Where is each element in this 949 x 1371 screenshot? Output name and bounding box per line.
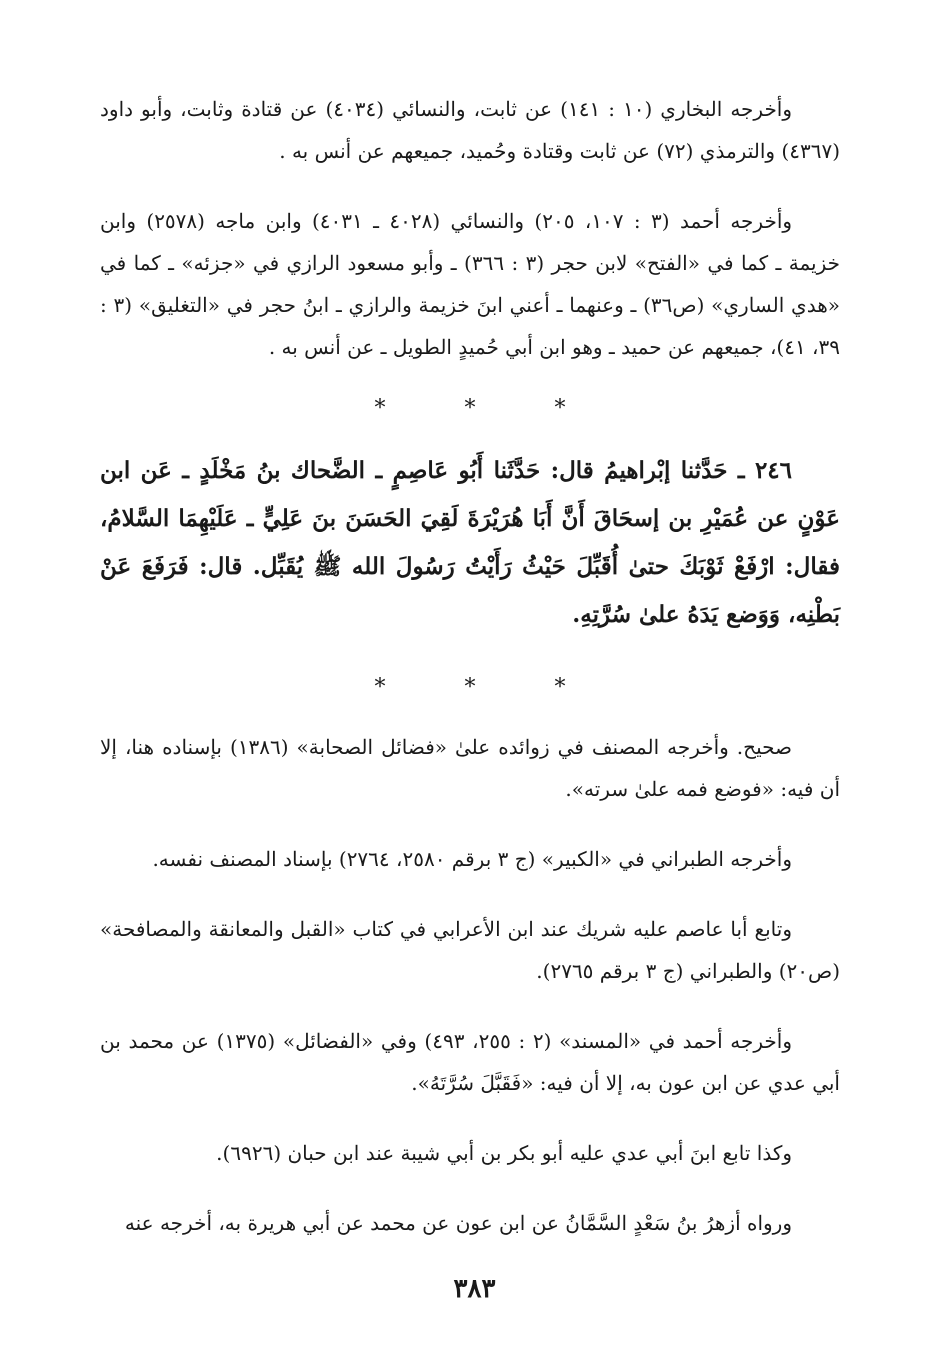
commentary-paragraph: وكذا تابع ابنَ أبي عدي عليه أبو بكر بن أبي شيبة عند ابن حبان (٦٩٢٦). — [216, 1141, 792, 1165]
commentary-paragraph: وأخرجه أحمد في «المسند» (٢ : ٢٥٥، ٤٩٣) وفي «الفضائل» (١٣٧٥) عن محمد بن أبي عدي عن ابن عون به، إلا أن فيه: «فَقَبَّلَ سُرَّتَهُ». — [100, 1029, 840, 1095]
section-separator: * * * — [374, 675, 602, 700]
page-content — [100, 88, 840, 1272]
commentary-paragraph: وأخرجه الطبراني في «الكبير» (ج ٣ برقم ٢٥٨٠، ٢٧٦٤) بإسناد المصنف نفسه. — [152, 847, 792, 871]
page-number: ٣٨٣ — [453, 1274, 496, 1304]
commentary-paragraph: وتابع أبا عاصم عليه شريك عند ابن الأعرابي في كتاب «القبل والمعانقة والمصافحة» (ص٢٠) والطبراني (ج ٣ برقم ٢٧٦٥). — [100, 917, 840, 983]
commentary-paragraph: صحيح. وأخرجه المصنف في زوائده علىٰ «فضائل الصحابة» (١٣٨٦) بإسناده هنا، إلا أن فيه: «فوضع فمه علىٰ سرته». — [100, 735, 840, 801]
footnote-paragraph: وأخرجه أحمد (٣ : ١٠٧، ٢٠٥) والنسائي (٤٠٢٨ ـ ٤٠٣١) وابن ماجه (٢٥٧٨) وابن خزيمة ـ كما في «الفتح» لابن حجر (٣ : ٣٦٦) ـ وأبو مسعود الرازي في «جزئه» ـ كما في «هدي الساري» (ص٣٦) ـ وعنهما ـ أعني ابنَ خزيمة والرازي ـ ابنُ حجر في «التغليق» (٣ : ٣٩، ٤١)، جميعهم عن حميد ـ وهو ابن أبي حُميدٍ الطويل ـ عن أنس به . — [100, 209, 840, 359]
footnote-paragraph: وأخرجه البخاري (١٠ : ١٤١) عن ثابت، والنسائي (٤٠٣٤) عن قتادة وثابت، وأبو داود (٤٣٦٧) والترمذي (٧٢) عن ثابت وقتادة وحُميد، جميعهم عن أنس به . — [100, 97, 840, 163]
commentary-paragraph: ورواه أزهرُ بنُ سَعْدٍ السَّمَّانُ عن ابن عون عن محمد عن أبي هريرة به، أخرجه عنه — [124, 1211, 792, 1235]
hadith-text: ٢٤٦ ـ حَدَّثنا إبْراهيمُ قال: حَدَّثَنا أَبُو عَاصِمٍ ـ الضَّحاك بنُ مَخْلَدٍ ـ عَن ابن عَوْنٍ عن عُمَيْرِ بن إسحَاقَ أَنَّ أَبَا هُرَيْرَةَ لَقِيَ الحَسَنَ بنَ عَلِيٍّ ـ عَلَيْهِمَا السَّلامُ، فقال: ارْفَعْ ثَوْبَكَ حتىٰ أُقَبِّلَ حَيْثُ رَأَيْتُ رَسُولَ الله ﷺ يُقَبِّل. قال: فَرَفَعَ عَنْ بَطْنِه، وَوَضع يَدَهُ علىٰ سُرَّتِهِ. — [100, 457, 840, 628]
section-separator: * * * — [374, 396, 602, 421]
